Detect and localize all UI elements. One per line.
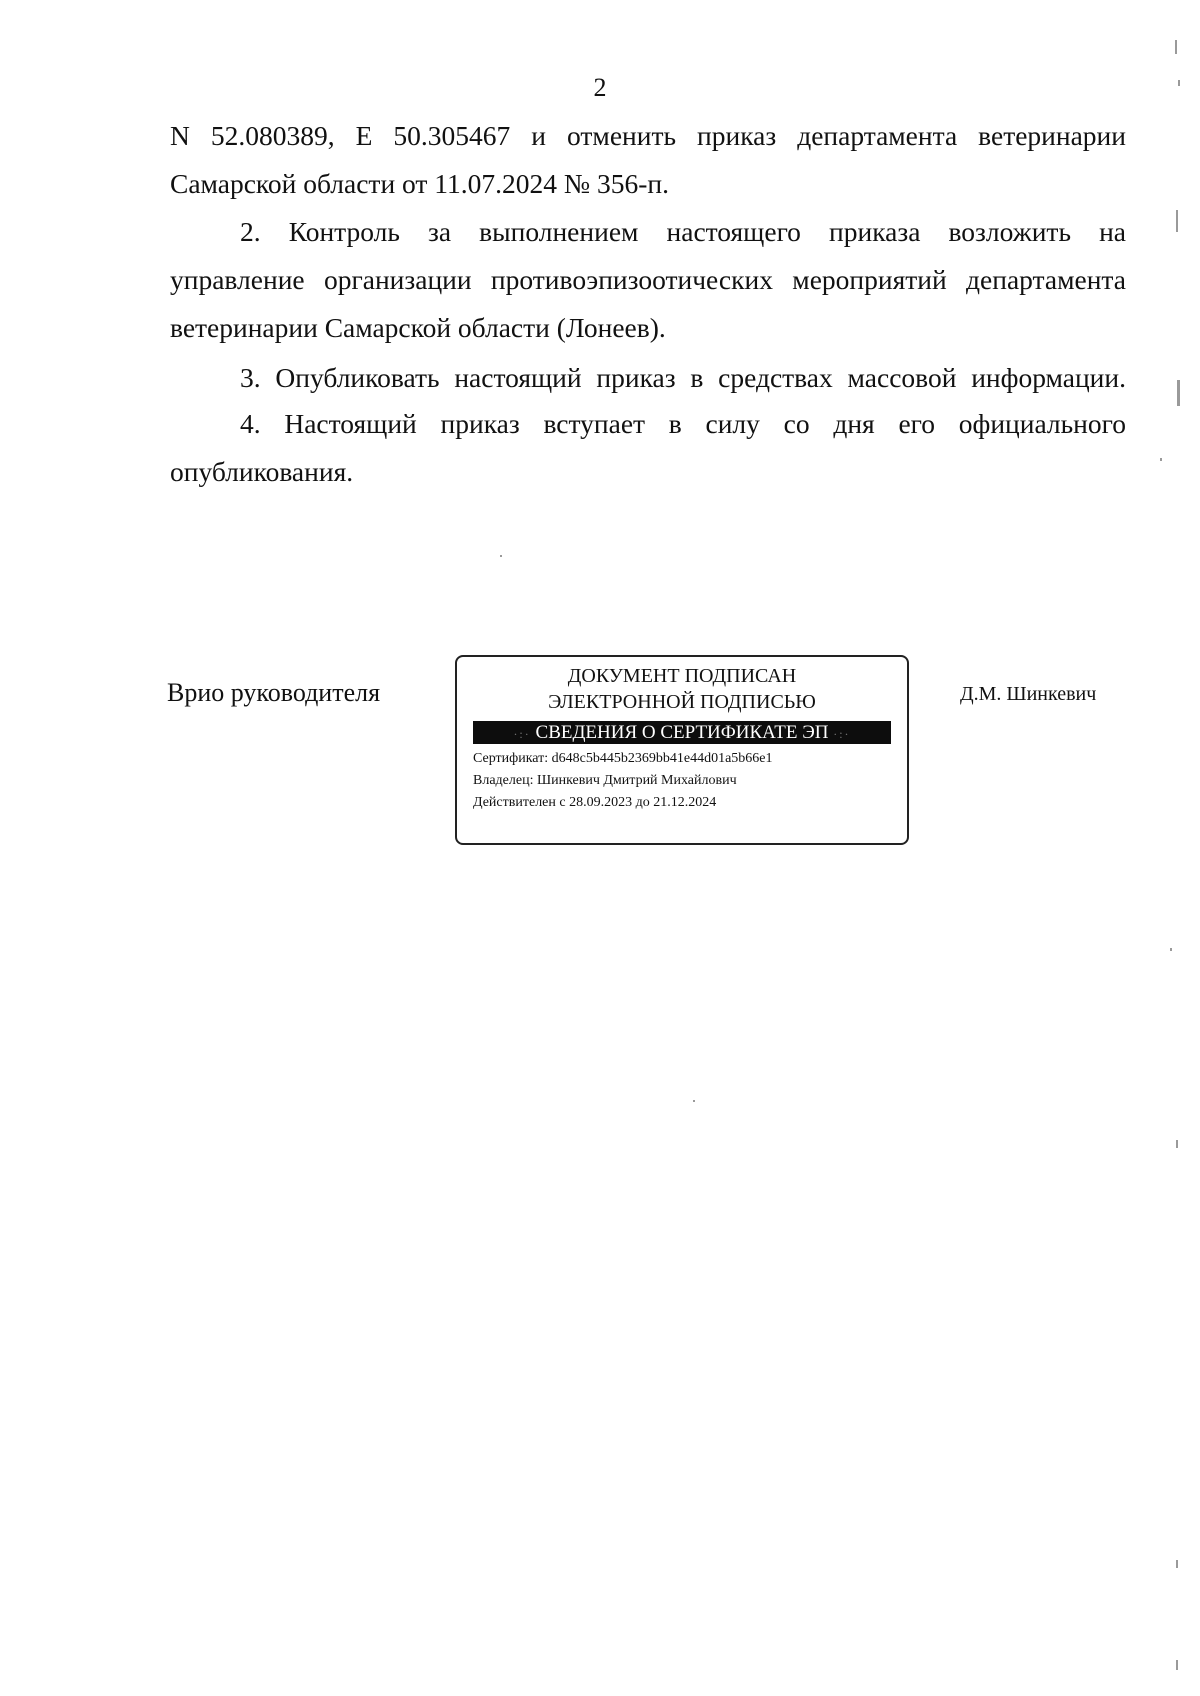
scan-speck <box>1176 1660 1178 1670</box>
scan-speck <box>1160 458 1162 461</box>
scan-speck <box>500 555 502 557</box>
scan-speck <box>693 1100 695 1102</box>
paragraph-1-line-2: Самарской области от 11.07.2024 № 356-п. <box>170 168 670 199</box>
paragraph-1-line-1: N 52.080389, Е 50.305467 и отменить приказ департамента ветеринарии <box>170 120 1126 151</box>
stamp-band-label: СВЕДЕНИЯ О СЕРТИФИКАТЕ ЭП <box>535 722 829 743</box>
page-number: 2 <box>593 73 607 102</box>
paragraph-4 <box>170 400 1126 496</box>
scan-speck <box>1176 1560 1178 1568</box>
stamp-title-line-2: ЭЛЕКТРОННОЙ ПОДПИСЬЮ <box>548 691 816 713</box>
scan-speck <box>1176 210 1178 232</box>
scan-speck <box>1178 80 1180 86</box>
paragraph-4-line-2: опубликования. <box>170 456 354 487</box>
band-dots-left: ·:· <box>513 727 531 741</box>
paragraph-3-line-1: 3. Опубликовать настоящий приказ в средствах массовой информации. <box>240 362 1126 393</box>
paragraph-3 <box>170 354 1126 402</box>
stamp-certificate: Сертификат: d648c5b445b2369bb41e44d01a5b66e1 <box>473 751 773 766</box>
scan-speck <box>1170 948 1172 951</box>
stamp-certificate-band <box>473 721 891 744</box>
paragraph-2-line-2: управление организации противоэпизоотических мероприятий департамента <box>170 264 1126 295</box>
paragraph-1 <box>170 112 1126 208</box>
stamp-owner: Владелец: Шинкевич Дмитрий Михайлович <box>473 773 737 788</box>
band-dots-right: ·:· <box>833 727 851 741</box>
paragraph-2-line-3: ветеринарии Самарской области (Лонеев). <box>170 312 666 343</box>
scan-speck <box>1175 40 1177 54</box>
signer-name: Д.М. Шинкевич <box>960 683 1097 705</box>
paragraph-2 <box>170 208 1126 352</box>
paragraph-2-line-1: 2. Контроль за выполнением настоящего приказа возложить на <box>240 216 1126 247</box>
scan-speck <box>1177 380 1180 406</box>
stamp-validity: Действителен с 28.09.2023 до 21.12.2024 <box>473 795 717 810</box>
stamp-title-line-1: ДОКУМЕНТ ПОДПИСАН <box>567 665 797 687</box>
signer-title: Врио руководителя <box>167 678 381 707</box>
paragraph-4-line-1: 4. Настоящий приказ вступает в силу со дня его официального <box>240 408 1126 439</box>
electronic-signature-stamp <box>455 655 909 845</box>
scan-speck <box>1176 1140 1178 1148</box>
